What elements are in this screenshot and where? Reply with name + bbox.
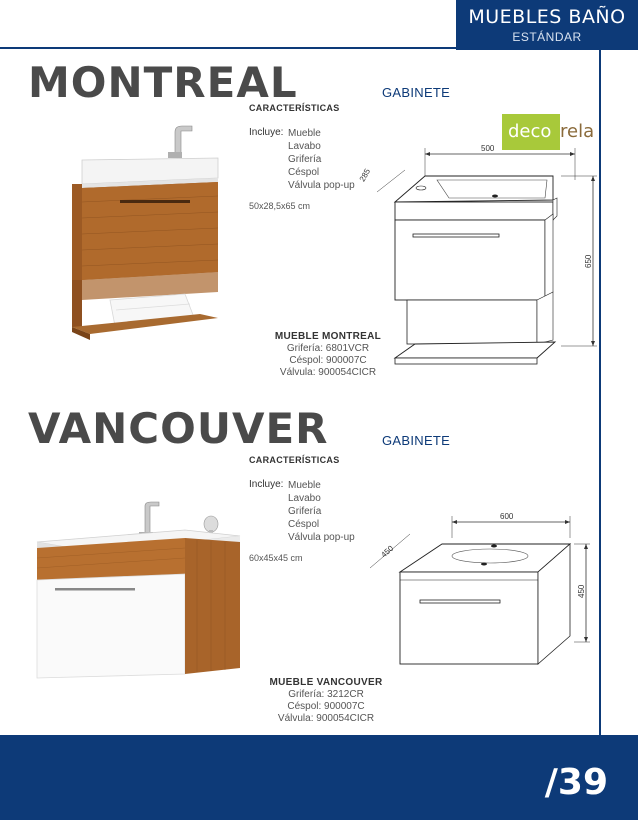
mueble-line: Céspol: 900007C — [289, 355, 367, 366]
dim-height-vancouver: 450 — [577, 584, 586, 598]
mueble-line: Grifería: 6801VCR — [286, 343, 370, 354]
montreal-product-image — [60, 122, 220, 342]
logo-part-2: rela — [560, 121, 595, 142]
mueble-info-montreal — [258, 331, 398, 379]
montreal-technical-drawing — [357, 140, 600, 360]
page-footer — [0, 735, 638, 826]
dim-width-montreal: 500 — [481, 144, 495, 153]
product-title-vancouver: VANCOUVER — [28, 404, 329, 453]
dimensions-vancouver: 60x45x45 cm — [249, 553, 303, 563]
mueble-title-vancouver: MUEBLE VANCOUVER — [269, 677, 383, 688]
dim-depth-montreal: 285 — [357, 167, 373, 184]
dim-depth-vancouver: 450 — [379, 543, 396, 560]
logo-part-1: deco — [502, 114, 560, 150]
incluye-list-montreal — [288, 127, 355, 192]
characteristics-title-montreal: CARACTERÍSTICAS — [249, 103, 340, 113]
footer-edge — [0, 820, 638, 826]
list-item: Lavabo — [288, 141, 321, 152]
list-item: Mueble — [288, 480, 321, 491]
mueble-title-montreal: MUEBLE MONTREAL — [274, 331, 382, 342]
section-header — [456, 0, 638, 50]
vancouver-product-image — [35, 500, 245, 690]
mueble-line: Válvula: 900054CICR — [277, 713, 375, 724]
characteristics-title-vancouver: CARACTERÍSTICAS — [249, 455, 340, 465]
dim-width-vancouver: 600 — [500, 512, 514, 521]
section-subtitle: ESTÁNDAR — [512, 30, 582, 44]
list-item: Lavabo — [288, 493, 321, 504]
mueble-line: Válvula: 900054CICR — [279, 367, 377, 378]
gabinete-label-vancouver: GABINETE — [382, 433, 451, 448]
list-item: Céspol — [288, 519, 320, 530]
product-title-montreal: MONTREAL — [28, 58, 298, 107]
dimensions-montreal: 50x28,5x65 cm — [249, 201, 311, 211]
list-item: Mueble — [288, 128, 321, 139]
dim-height-montreal: 650 — [584, 254, 593, 268]
mueble-info-vancouver — [256, 677, 396, 725]
list-item: Grifería — [288, 506, 322, 517]
incluye-label-vancouver: Incluye: — [249, 479, 284, 490]
list-item: Grifería — [288, 154, 322, 165]
vancouver-technical-drawing — [370, 512, 600, 672]
page-number: /39 — [544, 762, 608, 803]
mueble-line: Céspol: 900007C — [287, 701, 365, 712]
list-item: Válvula pop-up — [288, 180, 355, 191]
gabinete-label-montreal: GABINETE — [382, 85, 451, 100]
list-item: Céspol — [288, 167, 320, 178]
list-item: Válvula pop-up — [288, 532, 355, 543]
mueble-line: Grifería: 3212CR — [288, 689, 364, 700]
incluye-list-vancouver — [288, 479, 355, 544]
header-rule — [0, 47, 456, 49]
incluye-label-montreal: Incluye: — [249, 127, 284, 138]
section-title: MUEBLES BAÑO — [468, 6, 626, 28]
